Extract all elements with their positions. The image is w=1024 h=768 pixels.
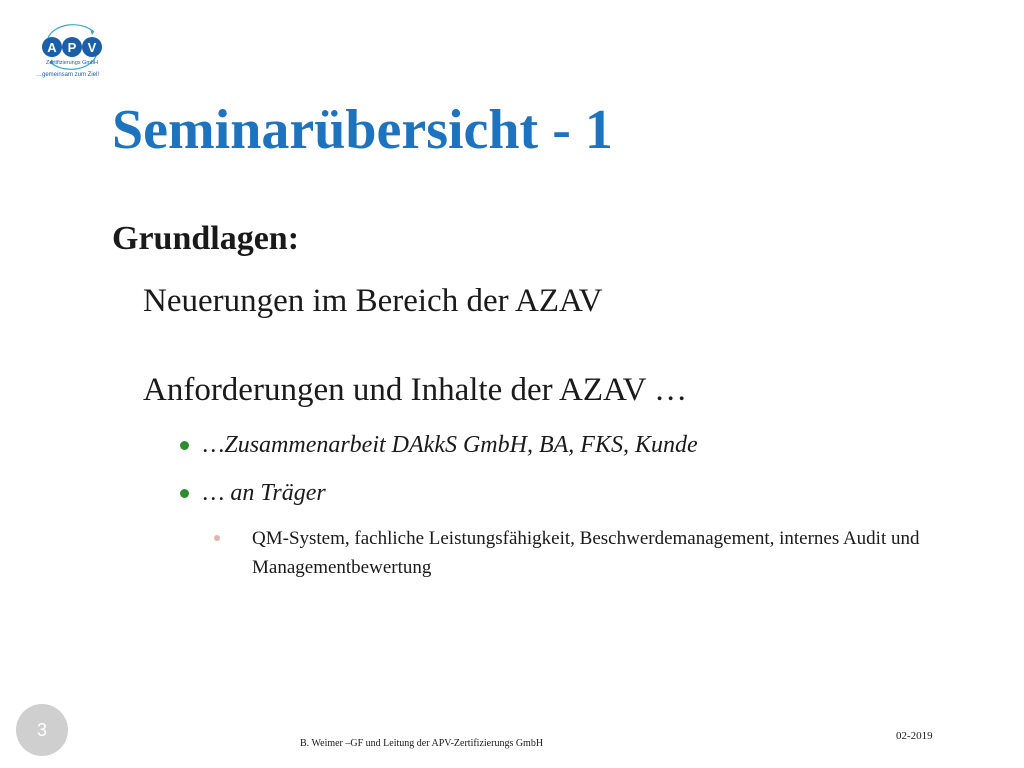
subbullet-zusammenarbeit xyxy=(180,432,698,459)
logo-subtitle: Zertifizierungs GmbH xyxy=(46,60,98,66)
bullet-item-neuerungen: Neuerungen im Bereich der AZAV xyxy=(143,283,603,319)
bullet-item-anforderungen: Anforderungen und Inhalte der AZAV … xyxy=(143,372,688,408)
logo-letter-v: V xyxy=(87,40,97,55)
logo-tagline: …gemeinsam zum Ziel! xyxy=(36,72,100,78)
logo-letter-a: A xyxy=(47,40,57,55)
bullet-dot-icon xyxy=(214,535,220,541)
subsubbullet-qm-system xyxy=(214,524,934,582)
footer-date: 02-2019 xyxy=(896,730,933,742)
section-heading: Grundlagen: xyxy=(112,220,300,257)
bullet-dot-icon xyxy=(180,489,189,498)
footer-author: B. Weimer –GF und Leitung der APV-Zertifizierungs GmbH xyxy=(300,738,544,749)
page-number: 3 xyxy=(36,719,47,740)
bullet-dot-icon xyxy=(180,441,189,450)
slide-title: Seminarübersicht - 1 xyxy=(112,99,613,161)
subsubbullet-text: QM-System, fachliche Leistungsfähigkeit, Beschwerdemanagement, internes Audit und Managementbewertung xyxy=(252,528,920,578)
logo-letter-p: P xyxy=(67,40,77,55)
subbullet-text: …Zusammenarbeit DAkkS GmbH, BA, FKS, Kunde xyxy=(203,432,698,458)
subbullet-text: … an Träger xyxy=(203,480,326,506)
subbullet-traeger xyxy=(180,480,326,507)
page-number-badge xyxy=(16,704,68,756)
